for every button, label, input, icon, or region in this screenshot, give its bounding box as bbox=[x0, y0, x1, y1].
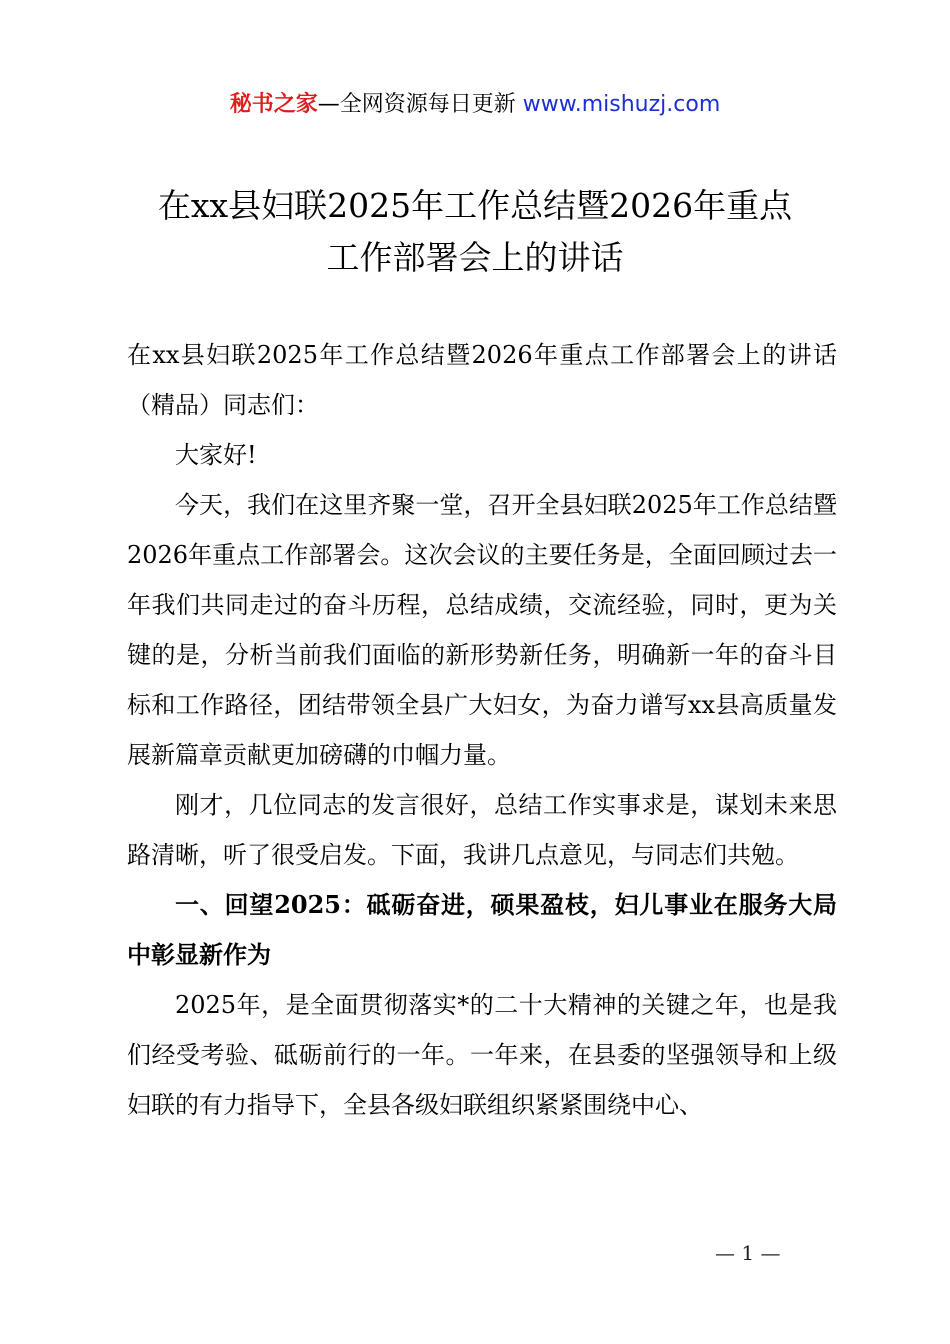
page-number: — 1 — bbox=[715, 1241, 781, 1265]
intro-paragraph: 今天，我们在这里齐聚一堂，召开全县妇联2025年工作总结暨2026年重点工作部署会。这次会议的主要任务是，全面回顾过去一年我们共同走过的奋斗历程，总结成绩，交流经验，同时，更为关键的是，分析当前我们面临的新形势新任务，明确新一年的奋斗目标和工作路径，团结带领全县广大妇女，为奋力谱写xx县高质量发展新篇章贡献更加磅礴的巾帼力量。 bbox=[127, 491, 837, 769]
title-line-2: 工作部署会上的讲话 bbox=[326, 238, 624, 277]
section-paragraph: 2025年，是全面贯彻落实*的二十大精神的关键之年，也是我们经受考验、砥砺前行的一年。一年来，在县委的坚强领导和上级妇联的有力指导下，全县各级妇联组织紧紧围绕中心、 bbox=[127, 991, 837, 1119]
comment-paragraph: 刚才，几位同志的发言很好，总结工作实事求是，谋划未来思路清晰，听了很受启发。下面，我讲几点意见，与同志们共勉。 bbox=[127, 791, 837, 869]
brand-name: 秘书之家 bbox=[229, 92, 318, 117]
site-url-link[interactable]: www.mishuzj.com bbox=[522, 92, 721, 117]
opening-paragraph: 在xx县妇联2025年工作总结暨2026年重点工作部署会上的讲话（精品）同志们： bbox=[127, 341, 837, 419]
section-heading: 一、回望2025：砥砺奋进，硕果盈枝，妇儿事业在服务大局中彰显新作为 bbox=[127, 890, 837, 969]
greeting-paragraph: 大家好! bbox=[175, 441, 257, 469]
document-title bbox=[120, 180, 830, 284]
site-header bbox=[0, 86, 950, 124]
document-body bbox=[127, 330, 837, 1130]
header-tagline: —全网资源每日更新 bbox=[317, 92, 523, 117]
title-line-1: 在xx县妇联2025年工作总结暨2026年重点 bbox=[157, 186, 793, 225]
